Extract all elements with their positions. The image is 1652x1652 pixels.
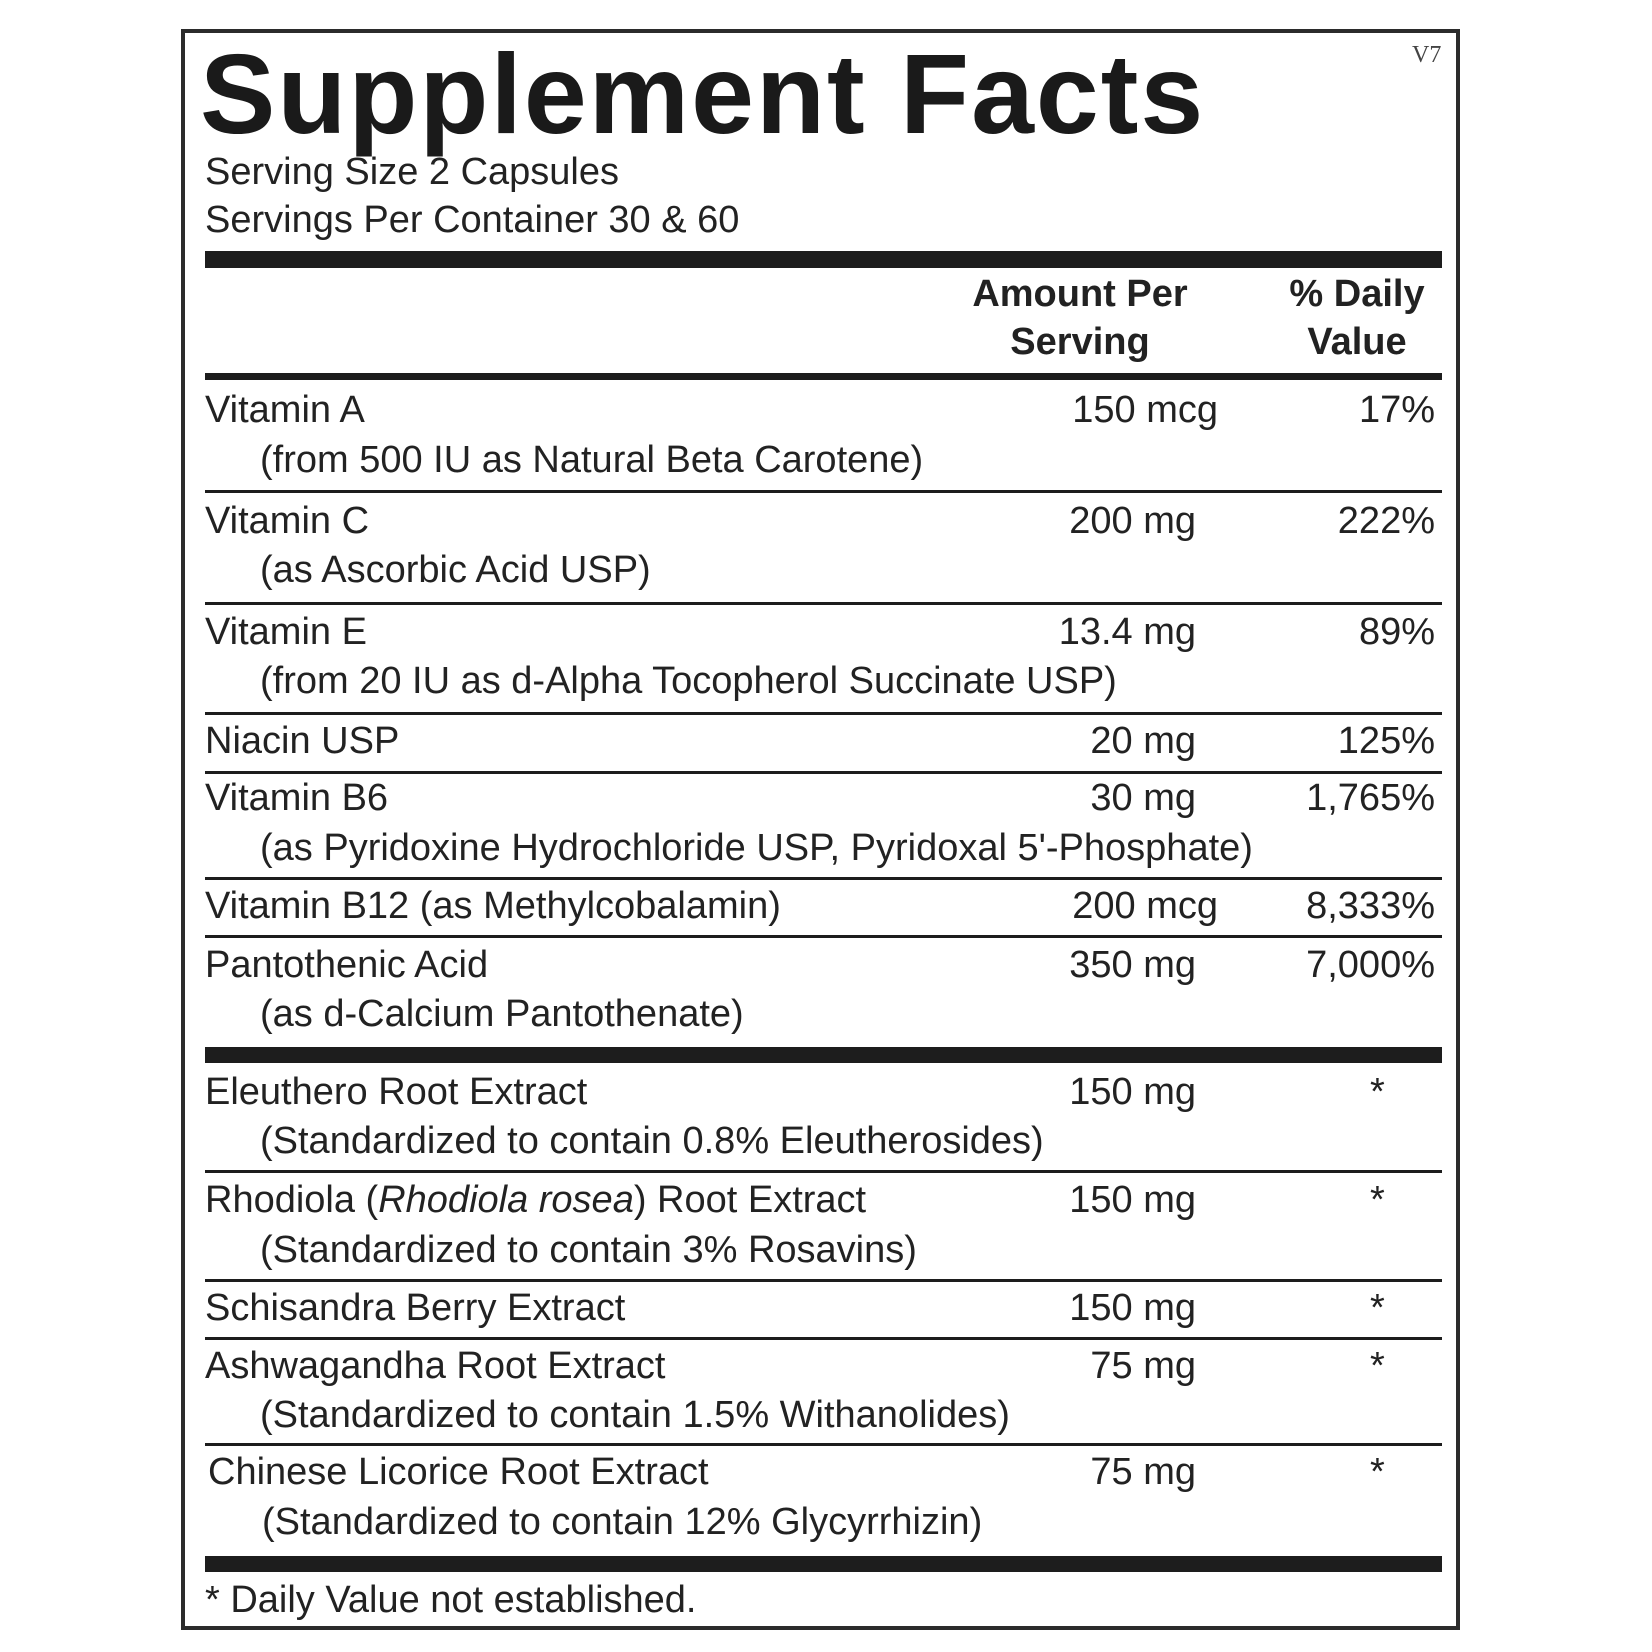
nutrient-daily-value: 7,000% bbox=[1306, 944, 1435, 986]
extract-amount: 75 mg bbox=[1090, 1345, 1196, 1387]
daily-value-header: % Daily Value bbox=[1289, 273, 1425, 363]
extract-amount: 75 mg bbox=[1090, 1451, 1196, 1493]
serving-size: Serving Size 2 Capsules bbox=[205, 151, 619, 193]
extract-name: Schisandra Berry Extract bbox=[205, 1287, 626, 1329]
nutrient-amount: 200 mg bbox=[1069, 500, 1196, 542]
version-code: V7 bbox=[1412, 42, 1442, 68]
nutrient-daily-value: 1,765% bbox=[1306, 777, 1435, 819]
extract-daily-value: * bbox=[1370, 1451, 1385, 1493]
nutrient-daily-value: 125% bbox=[1337, 720, 1435, 762]
nutrient-detail: (as Ascorbic Acid USP) bbox=[260, 549, 651, 591]
extract-detail: (Standardized to contain 3% Rosavins) bbox=[260, 1229, 917, 1271]
nutrient-detail: (from 500 IU as Natural Beta Carotene) bbox=[260, 439, 924, 481]
row-divider bbox=[205, 490, 1442, 493]
row-divider bbox=[205, 935, 1442, 938]
header-divider bbox=[205, 373, 1442, 380]
row-divider bbox=[205, 1443, 1442, 1446]
row-divider bbox=[205, 1337, 1442, 1340]
nutrient-detail: (as Pyridoxine Hydrochloride USP, Pyridoxal 5'-Phosphate) bbox=[260, 827, 1253, 869]
extract-detail: (Standardized to contain 12% Glycyrrhizin) bbox=[262, 1501, 983, 1543]
label-title: Supplement Facts bbox=[200, 31, 1206, 157]
nutrient-daily-value: 89% bbox=[1358, 611, 1435, 653]
extract-amount: 150 mg bbox=[1069, 1179, 1196, 1221]
row-divider bbox=[205, 877, 1442, 880]
extract-name: Chinese Licorice Root Extract bbox=[208, 1451, 709, 1493]
extract-amount: 150 mg bbox=[1069, 1071, 1196, 1113]
nutrient-name: Vitamin E bbox=[205, 611, 367, 653]
thick-divider bbox=[205, 1047, 1442, 1063]
nutrient-daily-value: 222% bbox=[1337, 500, 1435, 542]
extract-daily-value: * bbox=[1370, 1287, 1385, 1329]
extract-name: Ashwagandha Root Extract bbox=[205, 1345, 666, 1387]
nutrient-name: Pantothenic Acid bbox=[205, 944, 489, 986]
species-name: Rhodiola rosea bbox=[378, 1179, 634, 1221]
extract-daily-value: * bbox=[1370, 1071, 1385, 1113]
row-divider bbox=[205, 1170, 1442, 1173]
thick-divider bbox=[205, 251, 1442, 268]
nutrient-name: Vitamin C bbox=[205, 500, 370, 542]
extract-amount: 150 mg bbox=[1069, 1287, 1196, 1329]
extract-name: Rhodiola (Rhodiola rosea) Root Extract bbox=[205, 1179, 867, 1221]
nutrient-daily-value: 8,333% bbox=[1306, 885, 1435, 927]
extract-detail: (Standardized to contain 0.8% Eleutherosides) bbox=[260, 1120, 1044, 1162]
row-divider bbox=[205, 602, 1442, 605]
nutrient-daily-value: 17% bbox=[1358, 389, 1435, 431]
extract-name: Eleuthero Root Extract bbox=[205, 1071, 588, 1113]
extract-detail: (Standardized to contain 1.5% Withanolides) bbox=[260, 1394, 1010, 1436]
nutrient-name: Vitamin B12 (as Methylcobalamin) bbox=[205, 885, 781, 927]
nutrient-name: Vitamin B6 bbox=[205, 777, 389, 819]
nutrient-detail: (from 20 IU as d-Alpha Tocopherol Succinate USP) bbox=[260, 660, 1117, 702]
servings-per-container: Servings Per Container 30 & 60 bbox=[205, 199, 740, 241]
nutrient-detail: (as d-Calcium Pantothenate) bbox=[260, 993, 744, 1035]
nutrient-amount: 20 mg bbox=[1090, 720, 1196, 762]
nutrient-amount: 350 mg bbox=[1069, 944, 1196, 986]
footnote: * Daily Value not established. bbox=[205, 1579, 697, 1621]
nutrient-amount: 13.4 mg bbox=[1058, 611, 1196, 653]
nutrient-name: Vitamin A bbox=[205, 389, 365, 431]
nutrient-amount: 150 mcg bbox=[1072, 389, 1218, 431]
nutrient-name: Niacin USP bbox=[205, 720, 400, 762]
amount-per-serving-header: Amount Per Serving bbox=[972, 273, 1188, 363]
row-divider bbox=[205, 712, 1442, 715]
nutrient-amount: 30 mg bbox=[1090, 777, 1196, 819]
row-divider bbox=[205, 771, 1442, 774]
row-divider bbox=[205, 1279, 1442, 1282]
thick-divider bbox=[205, 1556, 1442, 1572]
nutrient-amount: 200 mcg bbox=[1072, 885, 1218, 927]
extract-daily-value: * bbox=[1370, 1179, 1385, 1221]
extract-daily-value: * bbox=[1370, 1345, 1385, 1387]
